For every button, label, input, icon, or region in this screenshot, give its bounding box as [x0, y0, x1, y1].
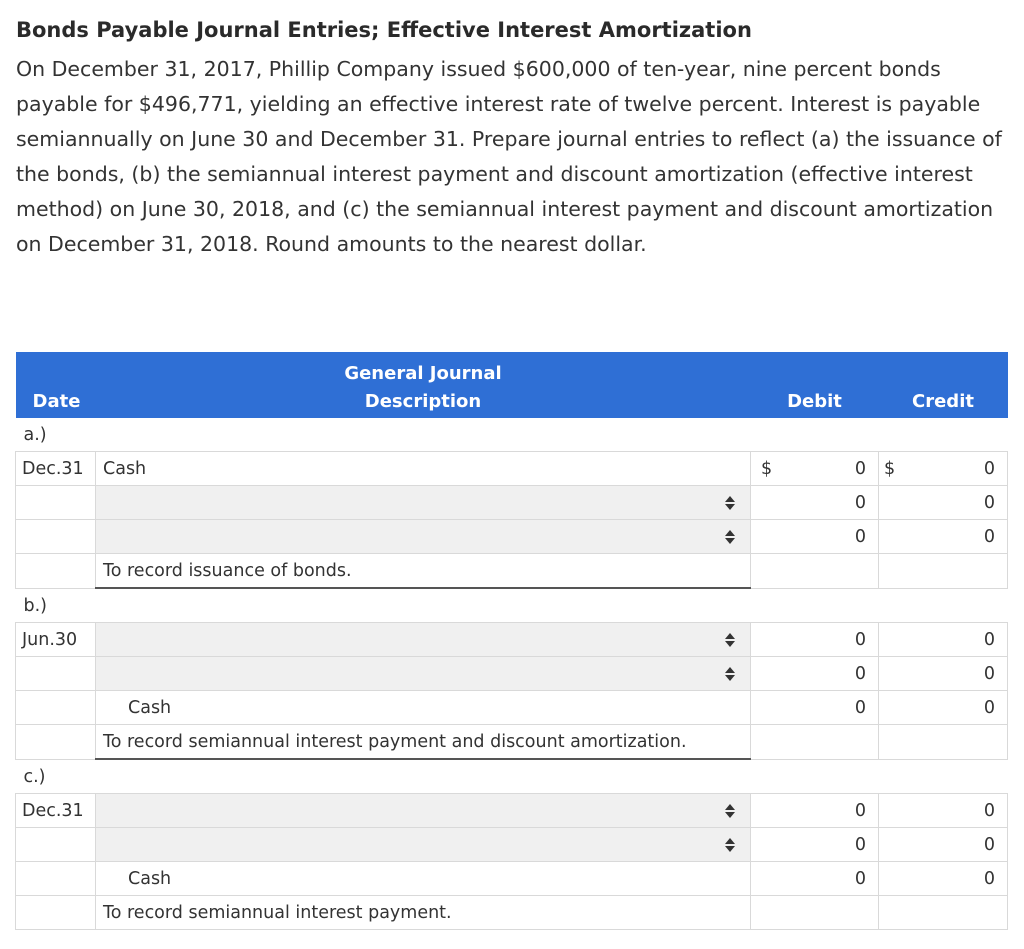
entry-b-date: Jun.30	[16, 623, 96, 657]
table-row	[16, 554, 1008, 589]
table-row	[16, 794, 1008, 828]
account-label: Cash	[103, 458, 147, 479]
credit-input[interactable]: 0	[879, 862, 1008, 896]
sort-arrows-icon	[724, 666, 736, 682]
entry-c-label-row	[16, 759, 1008, 794]
credit-input[interactable]: 0	[879, 828, 1008, 862]
journal-title: General Journal	[96, 352, 751, 384]
credit-input[interactable]: $ 0	[879, 452, 1008, 486]
problem-text: On December 31, 2017, Phillip Company issued $600,000 of ten-year, nine percent bonds payable for $496,771, yielding an effective interest rate of twelve percent. Interest is payable semiannually on June 30 and December 31. Prepare journal entries to reflect (a) the issuance of the bonds, (b) the semiannual interest payment and discount amortization (effective interest method) on June 30, 2018, and (c) the semiannual interest payment and discount amortization on December 31, 2018. Round amounts to the nearest dollar.	[16, 57, 1002, 256]
debit-input[interactable]: 0	[751, 691, 879, 725]
table-row	[16, 725, 1008, 760]
table-row	[16, 691, 1008, 725]
credit-input[interactable]: 0	[879, 657, 1008, 691]
entry-c-date: Dec.31	[16, 794, 96, 828]
entry-b-account-cash: Cash	[96, 691, 751, 725]
dollar-sign: $	[761, 458, 773, 479]
credit-input[interactable]: 0	[879, 691, 1008, 725]
table-row	[16, 657, 1008, 691]
journal-header-row-1	[16, 352, 1008, 384]
journal-header-row-2	[16, 384, 1008, 418]
table-row	[16, 452, 1008, 486]
debit-input[interactable]: 0	[751, 657, 879, 691]
table-row	[16, 520, 1008, 554]
debit-input[interactable]: $ 0	[751, 452, 879, 486]
account-select[interactable]	[96, 657, 751, 691]
table-row	[16, 896, 1008, 930]
entry-b-label: b.)	[16, 588, 1008, 623]
debit-input[interactable]: 0	[751, 623, 879, 657]
debit-input[interactable]: 0	[751, 520, 879, 554]
header-date: Date	[16, 384, 96, 418]
sort-arrows-icon	[724, 495, 736, 511]
table-row	[16, 828, 1008, 862]
general-journal-table	[15, 352, 1008, 930]
entry-a-date: Dec.31	[16, 452, 96, 486]
sort-arrows-icon	[724, 632, 736, 648]
account-select[interactable]	[96, 828, 751, 862]
account-select[interactable]	[96, 623, 751, 657]
table-row	[16, 486, 1008, 520]
credit-input[interactable]: 0	[879, 520, 1008, 554]
debit-input[interactable]: 0	[751, 794, 879, 828]
header-description: Description	[96, 384, 751, 418]
entry-a-label-row	[16, 418, 1008, 452]
entry-a-memo: To record issuance of bonds.	[96, 554, 751, 589]
entry-a-account-1[interactable]	[96, 452, 751, 486]
header-credit: Credit	[879, 384, 1008, 418]
credit-input[interactable]: 0	[879, 794, 1008, 828]
debit-input[interactable]: 0	[751, 486, 879, 520]
entry-c-account-cash: Cash	[96, 862, 751, 896]
debit-input[interactable]: 0	[751, 828, 879, 862]
entry-a-label: a.)	[16, 418, 1008, 452]
sort-arrows-icon	[724, 803, 736, 819]
account-select[interactable]	[96, 794, 751, 828]
table-row	[16, 862, 1008, 896]
entry-c-label: c.)	[16, 759, 1008, 794]
problem-title: Bonds Payable Journal Entries; Effective Interest Amortization	[16, 18, 752, 42]
entry-c-memo: To record semiannual interest payment.	[96, 896, 751, 930]
dollar-sign: $	[884, 458, 896, 479]
header-debit: Debit	[751, 384, 879, 418]
account-select[interactable]	[96, 486, 751, 520]
credit-input[interactable]: 0	[879, 486, 1008, 520]
entry-b-label-row	[16, 588, 1008, 623]
credit-input[interactable]: 0	[879, 623, 1008, 657]
entry-b-memo: To record semiannual interest payment and discount amortization.	[96, 725, 751, 760]
account-select[interactable]	[96, 520, 751, 554]
sort-arrows-icon	[724, 529, 736, 545]
sort-arrows-icon	[724, 837, 736, 853]
table-row	[16, 623, 1008, 657]
debit-input[interactable]: 0	[751, 862, 879, 896]
